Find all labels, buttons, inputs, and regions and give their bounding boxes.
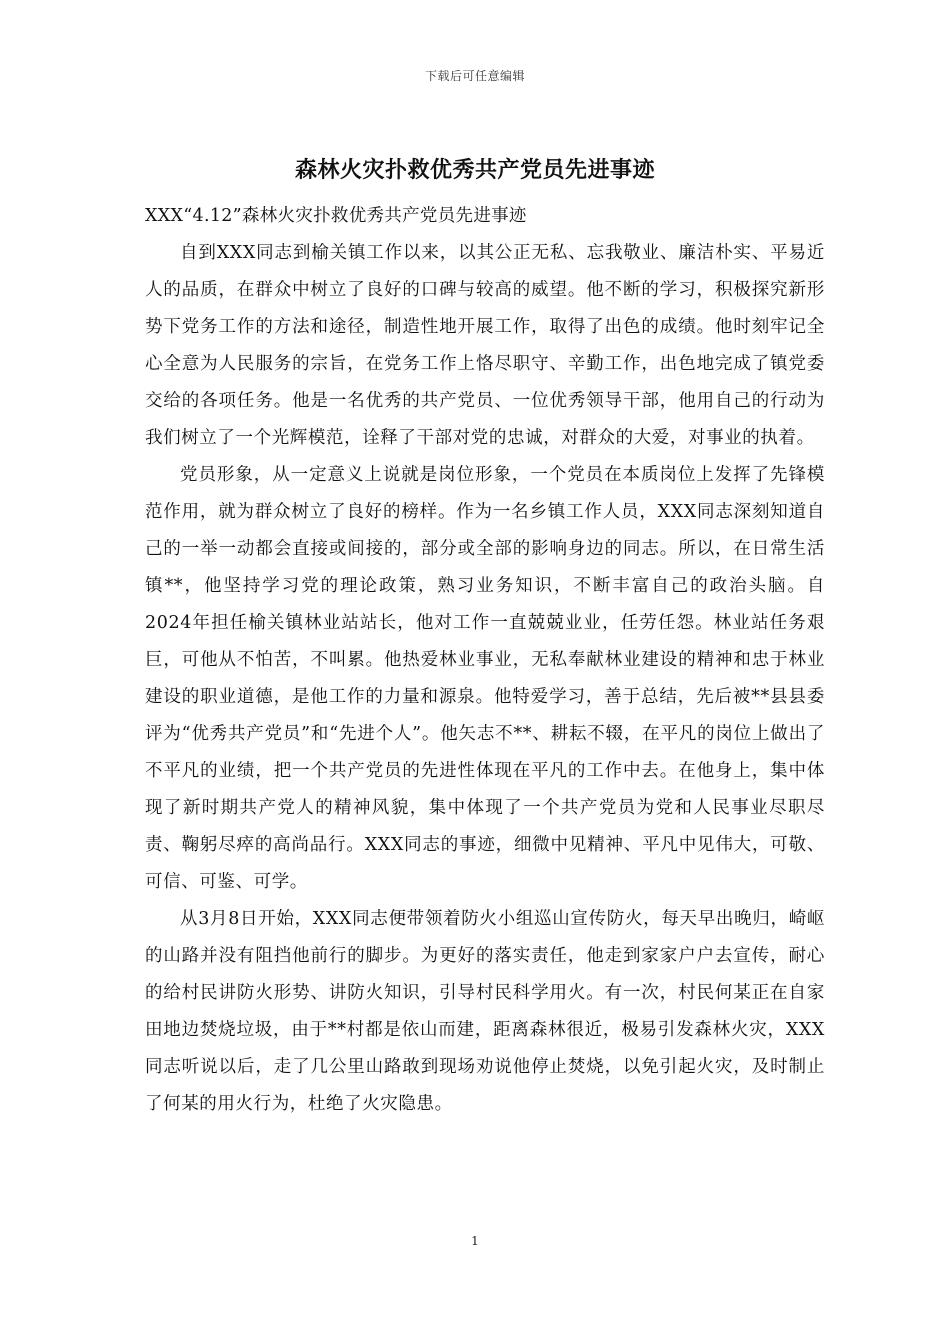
document-body xyxy=(145,198,825,1123)
document-title: 森林火灾扑救优秀共产党员先进事迹 xyxy=(294,157,655,183)
paragraph-1: 自到XXX同志到榆关镇工作以来，以其公正无私、忘我敬业、廉洁朴实、平易近人的品质，在群众中树立了良好的口碑与较高的威望。他不断的学习，积极探究新形势下党务工作的方法和途径，制造性地开展工作，取得了出色的成绩。他时刻牢记全心全意为人民服务的宗旨，在党务工作上恪尽职守、辛勤工作，出色地完成了镇党委交给的各项任务。他是一名优秀的共产党员、一位优秀领导干部，他用自己的行动为我们树立了一个光辉模范，诠释了干部对党的忠诚，对群众的大爱，对事业的执着。 xyxy=(145,243,825,448)
page-number: 1 xyxy=(471,1234,479,1248)
document-subtitle: XXX“4.12”森林火灾扑救优秀共产党员先进事迹 xyxy=(145,206,527,226)
header-note: 下载后可任意编辑 xyxy=(424,69,525,83)
paragraph-2: 党员形象，从一定意义上说就是岗位形象，一个党员在本质岗位上发挥了先锋模范作用，就为群众树立了良好的榜样。作为一名乡镇工作人员，XXX同志深刻知道自己的一举一动都会直接或间接的，部分或全部的影响身边的同志。所以，在日常生活镇**，他坚持学习党的理论政策，熟习业务知识，不断丰富自己的政治头脑。自2024年担任榆关镇林业站站长，他对工作一直兢兢业业，任劳任怨。林业站任务艰巨，可他从不怕苦，不叫累。他热爱林业事业，无私奉献林业建设的精神和忠于林业建设的职业道德，是他工作的力量和源泉。他特爱学习，善于总结，先后被**县县委评为“优秀共产党员”和“先进个人”。他矢志不**、耕耘不辍，在平凡的岗位上做出了不平凡的业绩，把一个共产党员的先进性体现在平凡的工作中去。在他身上，集中体现了新时期共产党人的精神风貌，集中体现了一个共产党员为党和人民事业尽职尽责、鞠躬尽瘁的高尚品行。XXX同志的事迹，细微中见精神、平凡中见伟大，可敬、可信、可鉴、可学。 xyxy=(145,465,825,892)
paragraph-3: 从3月8日开始，XXX同志便带领着防火小组巡山宣传防火，每天早出晚归，崎岖的山路并没有阻挡他前行的脚步。为更好的落实责任，他走到家家户户去宣传，耐心的给村民讲防火形势、讲防火知识，引导村民科学用火。有一次，村民何某正在自家田地边焚烧垃圾，由于**村都是依山而建，距离森林很近，极易引发森林火灾，XXX同志听说以后，走了几公里山路敢到现场劝说他停止焚烧，以免引起火灾，及时制止了何某的用火行为，杜绝了火灾隐患。 xyxy=(145,909,825,1114)
